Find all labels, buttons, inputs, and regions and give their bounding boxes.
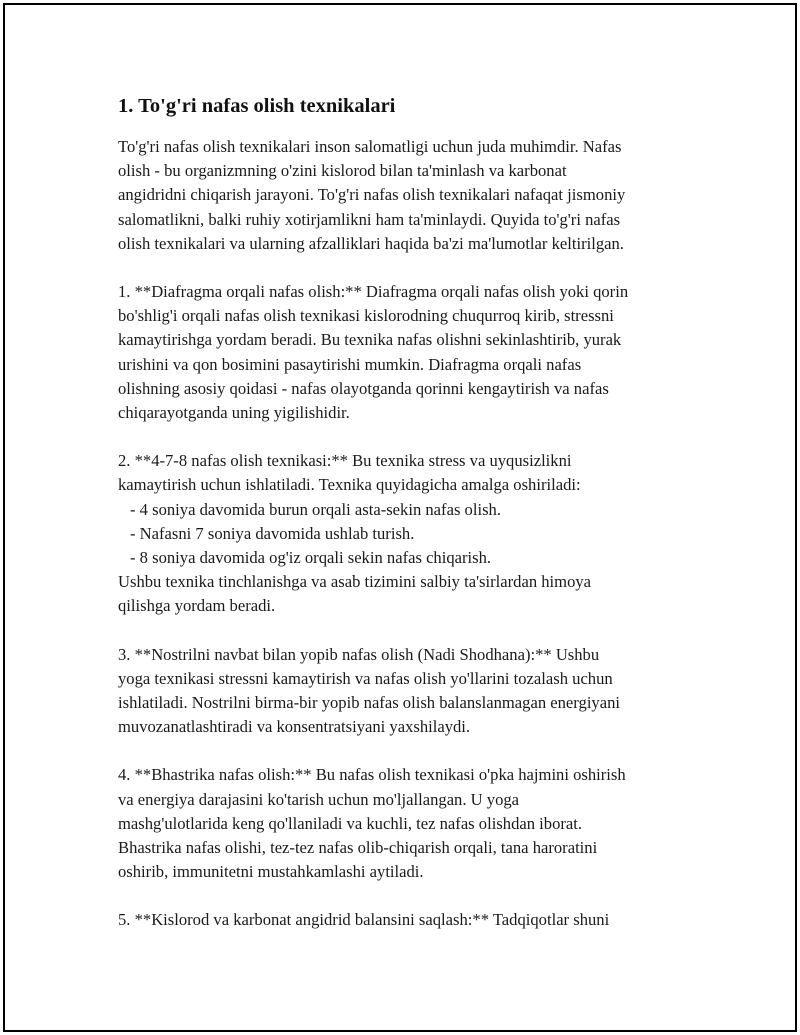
item-oxygen-co2-balance — [118, 908, 698, 932]
text-line: Ushbu texnika tinchlanishga va asab tizimini salbiy ta'sirlardan himoya — [118, 572, 592, 592]
text-line: olish - bu organizmning o'zini kislorod bilan ta'minlash va karbonat — [118, 161, 567, 181]
text-line: olish texnikalari va ularning afzalliklari haqida ba'zi ma'lumotlar keltirilgan. — [118, 233, 624, 253]
text-line: olishning asosiy qoidasi - nafas olayotganda qorinni kengaytirish va nafas — [118, 378, 609, 398]
intro-paragraph — [118, 135, 698, 256]
text-line: 5. **Kislorod va karbonat angidrid balansini saqlash:** Tadqiqotlar shuni — [118, 910, 610, 930]
text-line: urishini va qon bosimini pasaytirishi mumkin. Diafragma orqali nafas — [118, 354, 582, 374]
text-line: yoga texnikasi stressni kamaytirish va nafas olish yo'llarini tozalash uchun — [118, 668, 613, 688]
text-line: To'g'ri nafas olish texnikalari inson salomatligi uchun juda muhimdir. Nafas — [118, 137, 622, 156]
text-line: angidridni chiqarish jarayoni. To'g'ri nafas olish texnikalari nafaqat jismoniy — [118, 185, 626, 205]
text-line: kamaytirishga yordam beradi. Bu texnika nafas olishni sekinlashtirib, yurak — [118, 330, 622, 350]
text-line: 2. **4-7-8 nafas olish texnikasi:** Bu texnika stress va uyqusizlikni — [118, 451, 572, 471]
text-line: bo'shlig'i orqali nafas olish texnikasi kislorodning chuqurroq kirib, stressni — [118, 306, 614, 326]
text-line: 4. **Bhastrika nafas olish:** Bu nafas olish texnikasi o'pka hajmini oshirish — [118, 765, 626, 785]
section-title: 1. To'g'ri nafas olish texnikalari — [118, 95, 396, 117]
text-line: oshirib, immunitetni mustahkamlashi aytiladi. — [118, 862, 424, 882]
bullet-line: - 4 soniya davomida burun orqali asta-sekin nafas olish. — [130, 499, 501, 519]
text-line: va energiya darajasini ko'tarish uchun mo'ljallangan. U yoga — [118, 789, 520, 809]
text-line: salomatlikni, balki ruhiy xotirjamlikni ham ta'minlaydi. Quyida to'g'ri nafas — [118, 209, 621, 229]
text-line: 1. **Diafragma orqali nafas olish:** Diafragma orqali nafas olish yoki qorin — [118, 282, 629, 302]
document-body — [118, 92, 698, 957]
text-line: qilishga yordam beradi. — [118, 596, 276, 616]
text-line: 3. **Nostrilni navbat bilan yopib nafas olish (Nadi Shodhana):** Ushbu — [118, 644, 600, 664]
item-bhastrika — [118, 763, 698, 884]
text-line: ishlatiladi. Nostrilni birma-bir yopib nafas olish balanslanmagan energiyani — [118, 693, 621, 713]
text-line: mashg'ulotlarida keng qo'llaniladi va kuchli, tez nafas olishdan iborat. — [118, 813, 583, 833]
item-nadi-shodhana — [118, 643, 698, 740]
text-line: muvozanatlashtiradi va konsentratsiyani yaxshilaydi. — [118, 717, 471, 737]
text-line: kamaytirish uchun ishlatiladi. Texnika quyidagicha amalga oshiriladi: — [118, 475, 581, 495]
bullet-line: - Nafasni 7 soniya davomida ushlab turish. — [130, 523, 415, 543]
bullet-line: - 8 soniya davomida og'iz orqali sekin nafas chiqarish. — [130, 548, 492, 568]
item-4-7-8-breathing — [118, 449, 698, 618]
item-diaphragm-breathing — [118, 280, 698, 425]
text-line: Bhastrika nafas olishi, tez-tez nafas olib-chiqarish orqali, tana haroratini — [118, 838, 598, 858]
text-line: chiqarayotganda uning yigilishidir. — [118, 403, 350, 423]
